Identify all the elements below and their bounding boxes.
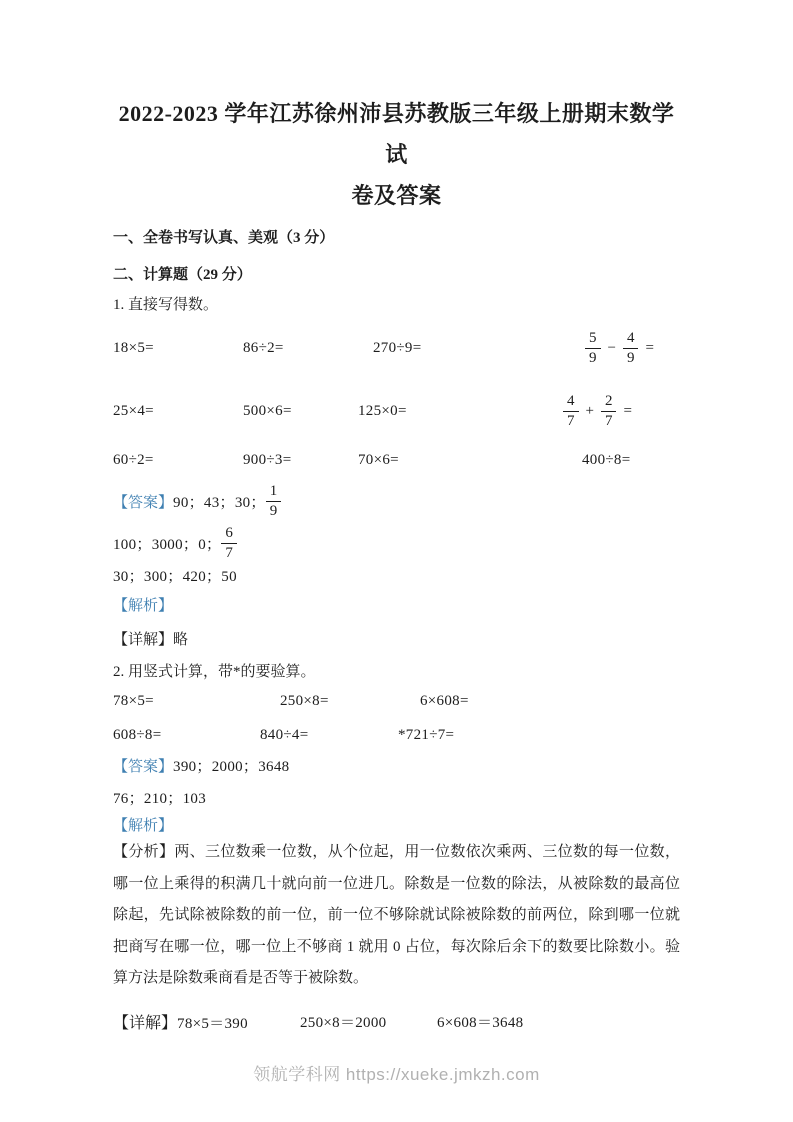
fraction xyxy=(601,393,617,430)
q2-analysis-paragraph xyxy=(113,837,680,995)
fraction-numerator: 6 xyxy=(221,525,237,544)
answer-values: 30；300；420；50 xyxy=(113,568,237,585)
fraction-numerator: 1 xyxy=(266,483,282,502)
answer-values: 390；2000；3648 xyxy=(173,758,290,775)
equation: 270÷9= xyxy=(373,339,422,356)
q1-equation-row-3 xyxy=(113,442,680,478)
equation: 70×6= xyxy=(358,451,399,468)
detail-item xyxy=(113,1010,300,1033)
fraction-equation xyxy=(563,330,680,367)
equation-result: 250×8＝2000 xyxy=(300,1014,387,1031)
operator-equals: = xyxy=(645,339,654,356)
question-2-prompt: 2. 用竖式计算，带*的要验算。 xyxy=(113,664,316,680)
fraction-numerator: 4 xyxy=(623,330,639,349)
page-title-line-2: 卷及答案 xyxy=(351,183,442,208)
fraction-numerator: 5 xyxy=(585,330,601,349)
fraction xyxy=(266,483,282,520)
fraction-numerator: 4 xyxy=(563,393,579,412)
equation: 840÷4= xyxy=(260,726,309,743)
q1-analysis-heading xyxy=(113,595,680,617)
equation-result: 78×5＝390 xyxy=(177,1015,248,1032)
q2-equation-row-1 xyxy=(113,690,680,712)
equation: *721÷7= xyxy=(398,726,455,743)
fraction-denominator: 9 xyxy=(589,349,597,366)
q1-answer-line-3 xyxy=(113,564,680,586)
watermark-footer: 领航学科网 https://xueke.jmkzh.com xyxy=(253,1065,540,1084)
equation: 6×608= xyxy=(420,692,469,709)
operator-equals: = xyxy=(623,402,632,419)
detail-label: 【详解】 xyxy=(113,1014,178,1032)
equation: 608÷8= xyxy=(113,726,162,743)
answer-label: 【答案】 xyxy=(113,494,174,511)
section-heading-2: 二、计算题（29 分） xyxy=(113,267,252,283)
fraction-numerator: 2 xyxy=(601,393,617,412)
fraction-denominator: 7 xyxy=(567,412,575,429)
answer-values: 90；43；30； xyxy=(173,494,266,511)
fraction xyxy=(221,525,237,562)
analysis-text: 两、三位数乘一位数，从个位起，用一位数依次乘两、三位数的每一位数，哪一位上乘得的积满几十就向前一位进几。除数是一位数的除法，从被除数的最高位除起，先试除被除数的前一位，前一位不够除就试除被除数的前两位，除到哪一位就把商写在哪一位，哪一位上不够商 1 就用 0 占位，每次除后余下的数要比除数小。验算方法是除数乘商看是否等于被除数。 xyxy=(113,844,680,986)
page-title-line-1: 2022-2023 学年江苏徐州沛县苏教版三年级上册期末数学试 xyxy=(118,101,675,167)
fraction xyxy=(585,330,601,367)
analysis-label: 【解析】 xyxy=(113,598,174,614)
equation: 25×4= xyxy=(113,402,154,419)
fraction-equation xyxy=(563,393,680,430)
section-heading-1: 一、全卷书写认真、美观（3 分） xyxy=(113,230,335,246)
equation: 500×6= xyxy=(243,402,292,419)
fraction xyxy=(563,393,579,430)
breakdown-label: 【分析】 xyxy=(113,844,175,860)
q1-answer-line-2 xyxy=(113,522,680,564)
fraction-denominator: 7 xyxy=(604,412,613,429)
equation: 86÷2= xyxy=(243,339,284,356)
q1-equation-row-2 xyxy=(113,380,680,442)
operator-minus: − xyxy=(607,339,616,356)
question-1-prompt: 1. 直接写得数。 xyxy=(113,297,219,313)
q2-detail-row xyxy=(113,1010,680,1032)
q2-equation-row-2 xyxy=(113,724,680,746)
detail-label: 【详解】 xyxy=(113,632,174,648)
fraction-denominator: 9 xyxy=(626,349,635,366)
equation: 78×5= xyxy=(113,692,154,709)
equation: 60÷2= xyxy=(113,451,154,468)
answer-label: 【答案】 xyxy=(113,758,174,775)
q1-detail-line xyxy=(113,629,680,651)
q1-equation-row-1 xyxy=(113,316,680,380)
q2-analysis-heading xyxy=(113,815,680,837)
fraction-denominator: 9 xyxy=(269,502,278,519)
answer-values: 100；3000；0； xyxy=(113,536,222,553)
fraction-denominator: 7 xyxy=(225,544,233,561)
equation-result: 6×608＝3648 xyxy=(437,1014,524,1031)
analysis-label: 【解析】 xyxy=(113,818,174,834)
fraction xyxy=(623,330,639,367)
answer-values: 76；210；103 xyxy=(113,790,207,807)
equation: 900÷3= xyxy=(243,451,292,468)
page-title xyxy=(113,0,680,216)
equation: 18×5= xyxy=(113,339,154,356)
equation: 250×8= xyxy=(280,692,329,709)
q1-answer-line-1 xyxy=(113,480,680,522)
equation: 125×0= xyxy=(358,402,407,419)
detail-text: 略 xyxy=(173,632,189,648)
document-content xyxy=(113,0,680,1032)
equation: 400÷8= xyxy=(582,451,631,468)
operator-plus: + xyxy=(585,402,594,419)
q2-answer-line-2 xyxy=(113,786,680,808)
q2-answer-line-1 xyxy=(113,754,680,776)
